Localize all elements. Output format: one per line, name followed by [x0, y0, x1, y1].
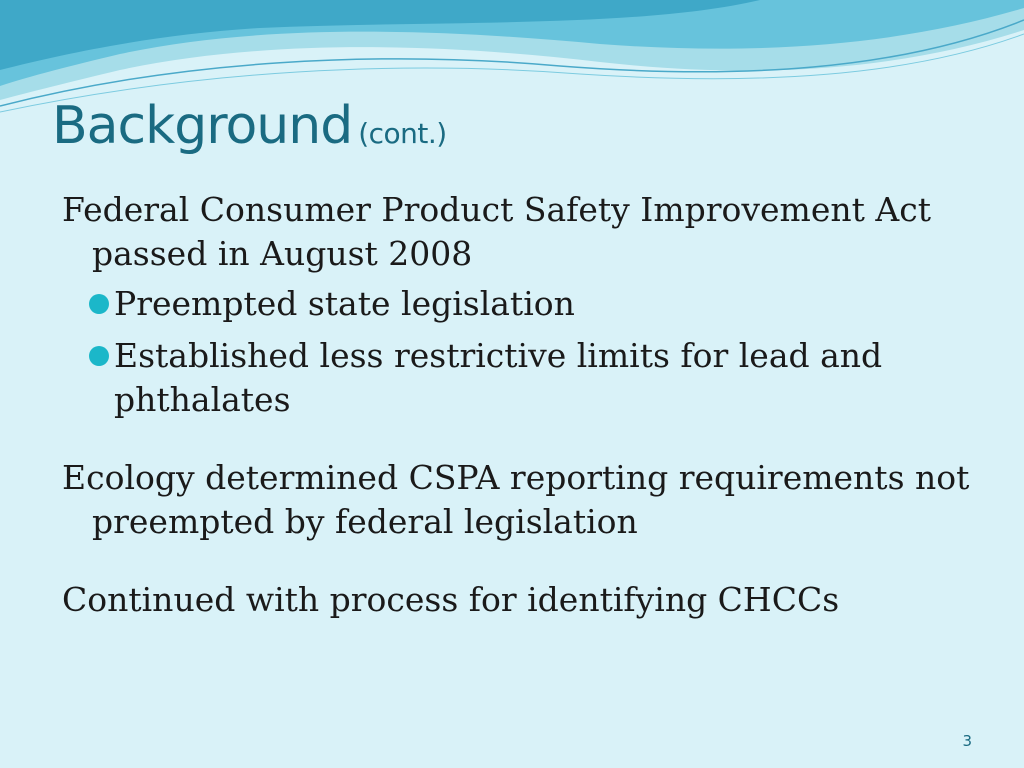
body-item-continued: Continued with process for identifying CHCCs	[62, 580, 840, 619]
bullet-dot-icon	[89, 294, 109, 314]
body-item-federal-act: Federal Consumer Product Safety Improvement Act passed in August 2008	[62, 190, 931, 273]
title-suffix: (cont.)	[358, 117, 447, 150]
sub-bullet-item	[62, 334, 992, 422]
sub-bullet-item	[62, 282, 992, 326]
slide-title	[52, 96, 447, 156]
bullet-dot-icon	[89, 346, 109, 366]
sub-bullet-text: Established less restrictive limits for lead and phthalates	[114, 336, 883, 419]
body-item-ecology: Ecology determined CSPA reporting requirements not preempted by federal legislation	[62, 458, 970, 541]
page-number: 3	[962, 732, 972, 750]
slide-body	[62, 188, 992, 622]
title-main: Background	[52, 96, 353, 156]
sub-bullet-text: Preempted state legislation	[114, 284, 575, 323]
sub-bullet-list	[62, 282, 992, 422]
